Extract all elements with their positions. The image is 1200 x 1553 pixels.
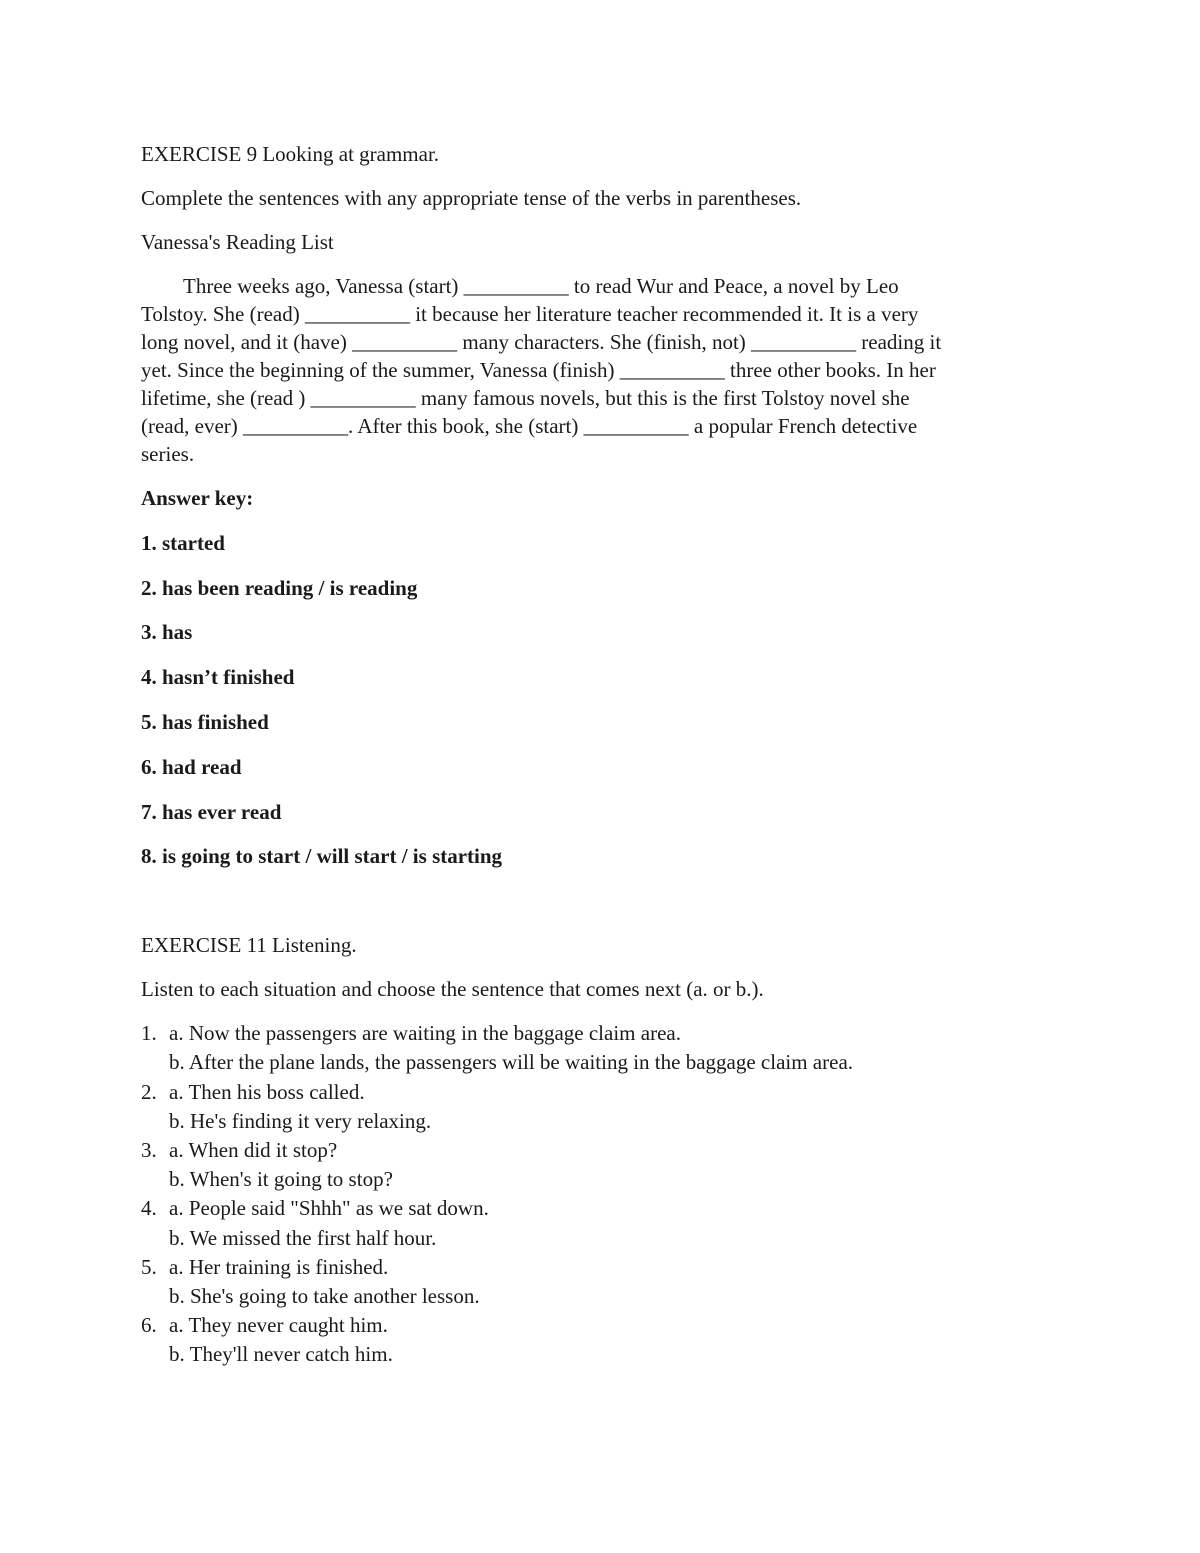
exercise-9-heading: EXERCISE 9 Looking at grammar. xyxy=(141,142,440,166)
option-a: a. Then his boss called. xyxy=(169,1079,365,1104)
answer-item: 2. has been reading / is reading xyxy=(141,575,418,600)
option-a: a. They never caught him. xyxy=(169,1313,388,1338)
fill-in-passage xyxy=(141,272,1046,468)
exercise-11-instruction: Listen to each situation and choose the sentence that comes next (a. or b.). xyxy=(141,977,764,1002)
passage-line: Tolstoy. She (read) __________ it because her literature teacher recommended it. It is a very xyxy=(141,302,919,326)
list-item xyxy=(141,1194,1051,1252)
answer-item: 6. had read xyxy=(141,754,242,779)
section-gap xyxy=(141,887,1051,931)
exercise-9-instruction: Complete the sentences with any appropriate tense of the verbs in parentheses. xyxy=(141,186,802,210)
list-item xyxy=(141,1078,1051,1136)
option-b: b. They'll never catch him. xyxy=(169,1342,393,1367)
option-b: b. She's going to take another lesson. xyxy=(169,1284,480,1308)
answer-item: 3. has xyxy=(141,620,193,645)
option-b: b. After the plane lands, the passengers will be waiting in the baggage claim area. xyxy=(169,1050,854,1075)
item-number: 5. xyxy=(141,1254,157,1279)
list-item xyxy=(141,1019,1051,1077)
answer-key-title: Answer key: xyxy=(141,486,254,510)
option-a: a. When did it stop? xyxy=(169,1137,338,1162)
passage-line: yet. Since the beginning of the summer, Vanessa (finish) __________ three other books. In her xyxy=(141,358,936,382)
option-a: a. People said "Shhh" as we sat down. xyxy=(169,1196,489,1221)
exercise-11-heading: EXERCISE 11 Listening. xyxy=(141,933,357,958)
passage-line: (read, ever) __________. After this book, she (start) __________ a popular French detective xyxy=(141,414,918,438)
option-a: a. Her training is finished. xyxy=(169,1254,389,1279)
option-b: b. He's finding it very relaxing. xyxy=(169,1108,432,1133)
option-b: b. When's it going to stop? xyxy=(169,1167,393,1192)
passage-line: lifetime, she (read ) __________ many famous novels, but this is the first Tolstoy novel she xyxy=(141,386,910,410)
item-number: 2. xyxy=(141,1079,157,1104)
list-item xyxy=(141,1136,1051,1194)
passage-line: series. xyxy=(141,442,195,466)
option-b: b. We missed the first half hour. xyxy=(169,1225,437,1250)
document-page xyxy=(141,140,1051,1370)
item-number: 6. xyxy=(141,1313,157,1338)
listening-options-list xyxy=(141,1019,1051,1369)
answer-item: 1. started xyxy=(141,530,225,555)
item-number: 3. xyxy=(141,1137,157,1162)
reading-list-subtitle: Vanessa's Reading List xyxy=(141,230,334,254)
answer-item: 4. hasn’t finished xyxy=(141,665,295,690)
item-number: 1. xyxy=(141,1021,157,1046)
answer-item: 5. has finished xyxy=(141,709,269,734)
passage-line: Three weeks ago, Vanessa (start) __________ to read Wur and Peace, a novel by Leo xyxy=(183,274,899,298)
answer-item: 8. is going to start / will start / is starting xyxy=(141,844,503,869)
option-a: a. Now the passengers are waiting in the baggage claim area. xyxy=(169,1021,681,1046)
list-item xyxy=(141,1311,1051,1369)
list-item xyxy=(141,1253,1051,1311)
answer-item: 7. has ever read xyxy=(141,799,282,824)
passage-line: long novel, and it (have) __________ many characters. She (finish, not) __________ reading it xyxy=(141,330,942,354)
item-number: 4. xyxy=(141,1196,157,1221)
